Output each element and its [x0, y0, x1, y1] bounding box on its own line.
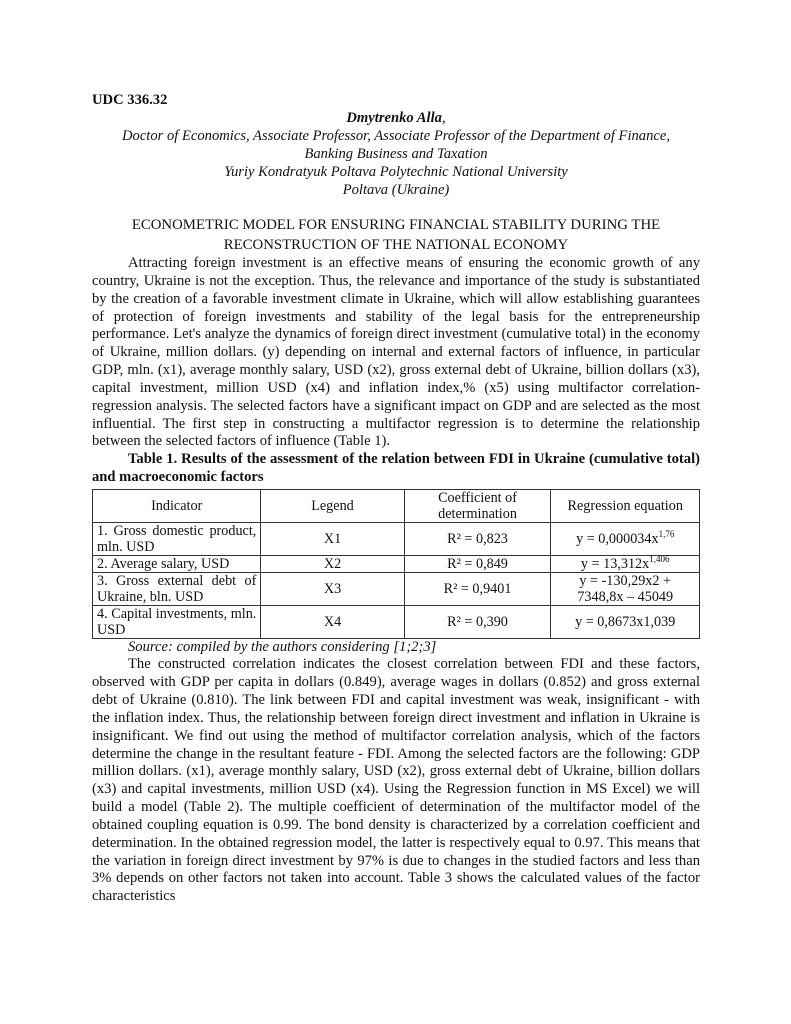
author-line — [92, 109, 700, 127]
cell-equation — [551, 523, 700, 556]
cell-indicator: 1. Gross domestic product, mln. USD — [93, 523, 261, 556]
header-legend: Legend — [261, 490, 404, 523]
table-row — [93, 573, 700, 606]
equation-base: y = 0,000034x — [576, 531, 659, 548]
author-name: Dmytrenko Alla — [346, 110, 442, 126]
title-line-2: RECONSTRUCTION OF THE NATIONAL ECONOMY — [223, 237, 569, 253]
cell-indicator: 2. Average salary, USD — [93, 556, 261, 573]
author-suffix: , — [441, 110, 446, 126]
header-indicator: Indicator — [93, 490, 261, 523]
author-block — [92, 109, 700, 199]
cell-r2: R² = 0,823 — [404, 523, 551, 556]
university: Yuriy Kondratyuk Poltava Polytechnic National University — [224, 164, 568, 180]
cell-equation — [551, 556, 700, 573]
cell-legend: X2 — [261, 556, 404, 573]
cell-r2: R² = 0,849 — [404, 556, 551, 573]
paper-title — [92, 215, 700, 255]
table-1 — [92, 489, 700, 639]
header-regression: Regression equation — [551, 490, 700, 523]
title-line-1: ECONOMETRIC MODEL FOR ENSURING FINANCIAL STABILITY DURING THE — [131, 217, 661, 233]
affiliation-line-2: Banking Business and Taxation — [304, 146, 488, 162]
header-coefficient-label: Coefficient of determination — [438, 490, 517, 523]
location: Poltava (Ukraine) — [342, 182, 450, 198]
table-header-row — [93, 490, 700, 523]
cell-r2: R² = 0,390 — [404, 606, 551, 639]
cell-legend: X4 — [261, 606, 404, 639]
cell-equation: y = 0,8673x1,039 — [551, 606, 700, 639]
table-row — [93, 556, 700, 573]
cell-r2: R² = 0,9401 — [404, 573, 551, 606]
equation-line-1: y = -130,29x2 + — [579, 573, 672, 590]
paragraph-analysis: The constructed correlation indicates the closest correlation between FDI and these factors, observed with GDP per capita in dollars (0.849), average wages in dollars (0.852) and gross external debt of Ukraine (0.810). The link between FDI and capital investment was weak, insignificant - with the inflation index. Thus, the relationship between foreign direct investment and inflation in Ukraine is insignificant. We find out using the method of multifactor correlation analysis, which of the factors determine the change in the resultant feature - FDI. Among the selected factors are the following: GDP million dollars. (x1), average monthly salary, USD (x2), gross external debt of Ukraine, billion dollars (x3) and capital investments, million USD (x4). Using the Regression function in MS Excel) we will build a model (Table 2). The multiple coefficient of determination of the multifactor model of the obtained coupling equation is 0.99. The bond density is characterized by a correlation coefficient and determination. In the obtained regression model, the latter is respectively equal to 0.97. This means that the variation in foreign direct investment by 97% is due to changes in the studied factors and less than 3% depends on other factors not taken into account. Table 3 shows the calculated values of the factor characteristics — [92, 656, 700, 905]
affiliation-line-1: Doctor of Economics, Associate Professor, Associate Professor of the Department of Finance, — [121, 128, 670, 144]
table-row — [93, 523, 700, 556]
document-page — [92, 92, 700, 906]
equation-base: y = 13,312x — [580, 556, 650, 573]
equation-exponent: 1,406 — [649, 554, 670, 565]
cell-indicator: 3. Gross external debt of Ukraine, bln. USD — [93, 573, 261, 606]
cell-indicator: 4. Capital investments, mln. USD — [93, 606, 261, 639]
equation-line-2: 7348,8x – 45049 — [577, 589, 674, 606]
udc-code: UDC 336.32 — [92, 92, 168, 108]
table-1-source: Source: compiled by the authors considering [1;2;3] — [128, 639, 437, 656]
table-row — [93, 606, 700, 639]
paragraph-intro: Attracting foreign investment is an effective means of ensuring the economic growth of any country, Ukraine is not the exception. Thus, the relevance and importance of the study is substantiated by the creation of a favorable investment climate in Ukraine, which will allow establishing guarantees of protection of foreign investments and stability of the legal basis for the entrepreneurship performance. Let's analyze the dynamics of foreign direct investment (cumulative total) in the economy of Ukraine, million dollars. (y) depending on internal and external factors of influence, in particular GDP, mln. (x1), average monthly salary, USD (x2), gross external debt of Ukraine, billion dollars (x3), capital investment, million USD (x4) and inflation index,% (x5) using multifactor correlation-regression analysis. The selected factors have a significant impact on GDP and are selected as the most influential. The first step in constructing a multifactor regression is to determine the relationship between the selected factors of influence (Table 1). — [92, 255, 700, 450]
cell-equation — [551, 573, 700, 606]
cell-legend: X1 — [261, 523, 404, 556]
equation-exponent: 1,76 — [658, 529, 675, 540]
table-1-caption: Table 1. Results of the assessment of the relation between FDI in Ukraine (cumulative total) and macroeconomic factors — [92, 451, 700, 485]
header-coefficient — [404, 490, 551, 523]
cell-legend: X3 — [261, 573, 404, 606]
